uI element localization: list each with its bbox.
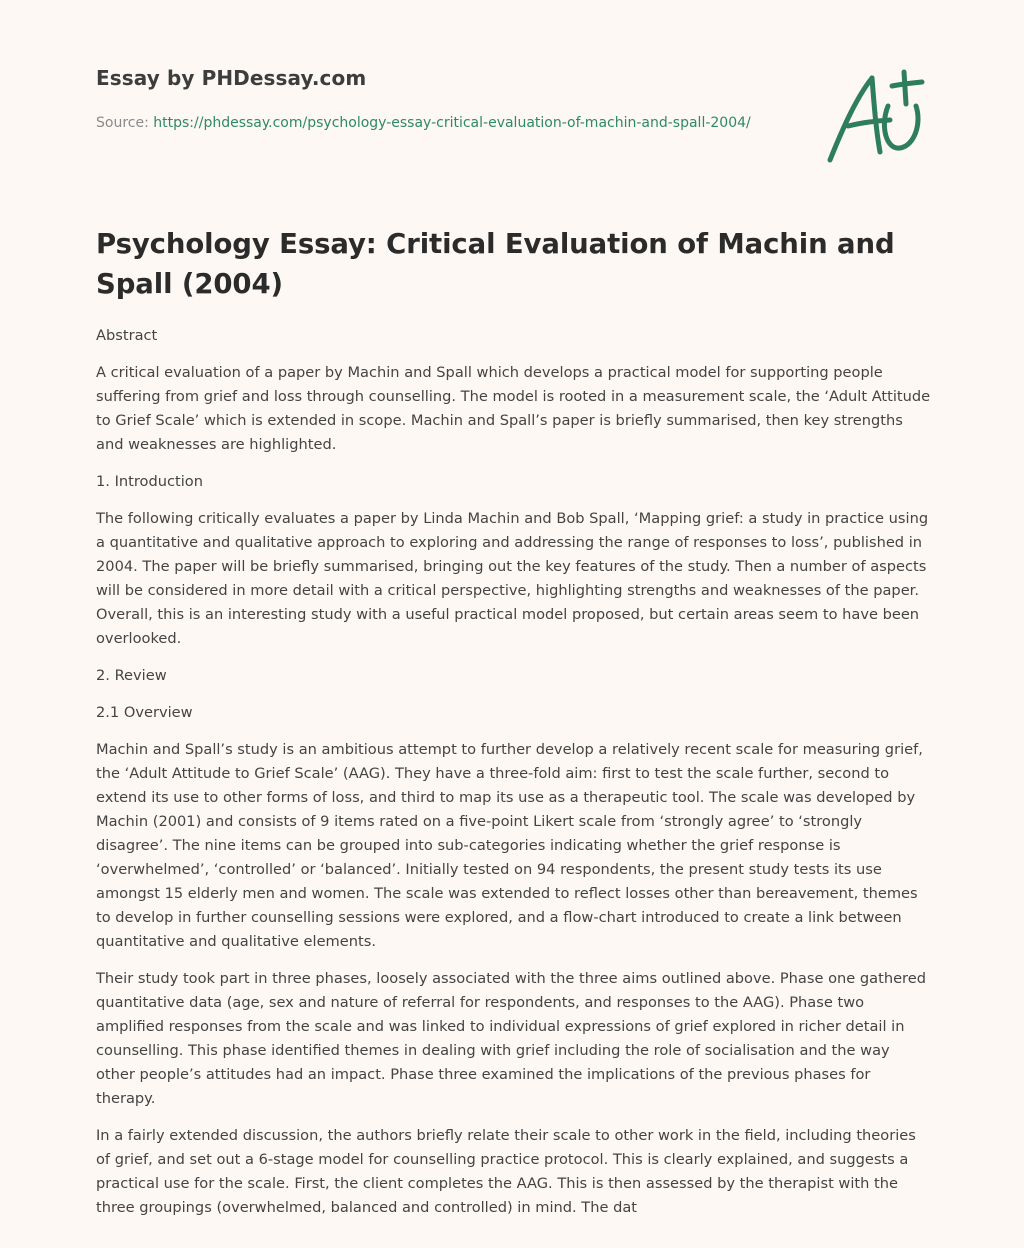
overview-paragraph-1: Machin and Spall’s study is an ambitious attempt to further develop a relatively recent scale for measuring grief, the ‘Adult Attitude to Grief Scale’ (AAG). They have a three-fold aim: first to test the scale further, second to extend its use to other forms of loss, and third to map its use as a therapeutic tool. The scale was developed by Machin (2001) and consists of 9 items rated on a five-point Likert scale from ‘strongly agree’ to ‘strongly disagree’. The nine items can be grouped into sub-categories indicating whether the grief response is ‘overwhelmed’, ‘controlled’ or ‘balanced’. Initially tested on 94 respondents, the present study tests its use amongst 15 elderly men and women. The scale was extended to reflect losses other than bereavement, themes to develop in further counselling sessions were explored, and a flow-chart introduced to create a link between quantitative and qualitative elements. — [96, 741, 923, 950]
essay-title: Psychology Essay: Critical Evaluation of Machin and Spall (2004) — [96, 228, 895, 300]
introduction-heading: 1. Introduction — [96, 473, 203, 490]
essay-body — [96, 324, 932, 1233]
source-line — [96, 112, 796, 135]
site-brand: Essay by PHDessay.com — [96, 66, 367, 90]
a-plus-grade-icon — [822, 68, 930, 168]
source-link[interactable]: https://phdessay.com/psychology-essay-critical-evaluation-of-machin-and-spall-2004/ — [153, 115, 751, 131]
overview-paragraph-2: Their study took part in three phases, loosely associated with the three aims outlined above. Phase one gathered quantitative data (age, sex and nature of referral for respondents, and responses to the AAG). Phase two amplified responses from the scale and was linked to individual expressions of grief explored in richer detail in counselling. This phase identified themes in dealing with grief including the role of socialisation and the way other people’s attitudes had an impact. Phase three examined the implications of the previous phases for therapy. — [96, 970, 926, 1107]
review-heading: 2. Review — [96, 667, 167, 684]
overview-heading: 2.1 Overview — [96, 704, 193, 721]
introduction-paragraph: The following critically evaluates a paper by Linda Machin and Bob Spall, ‘Mapping grief: a study in practice using a quantitative and qualitative approach to exploring and addressing the range of responses to loss’, published in 2004. The paper will be briefly summarised, bringing out the key features of the study. Then a number of aspects will be considered in more detail with a critical perspective, highlighting strengths and weaknesses of the paper. Overall, this is an interesting study with a useful practical model proposed, but certain areas seem to have been overlooked. — [96, 510, 929, 647]
overview-paragraph-3: In a fairly extended discussion, the authors briefly relate their scale to other work in the field, including theories of grief, and set out a 6-stage model for counselling practice protocol. This is clearly explained, and suggests a practical use for the scale. First, the client completes the AAG. This is then assessed by the therapist with the three groupings (overwhelmed, balanced and controlled) in mind. The dat — [96, 1127, 916, 1216]
source-label: Source: — [96, 115, 154, 131]
abstract-heading: Abstract — [96, 327, 158, 344]
abstract-paragraph: A critical evaluation of a paper by Machin and Spall which develops a practical model for supporting people suffering from grief and loss through counselling. The model is rooted in a measurement scale, the ‘Adult Attitude to Grief Scale’ which is extended in scope. Machin and Spall’s paper is briefly summarised, then key strengths and weaknesses are highlighted. — [96, 364, 931, 453]
